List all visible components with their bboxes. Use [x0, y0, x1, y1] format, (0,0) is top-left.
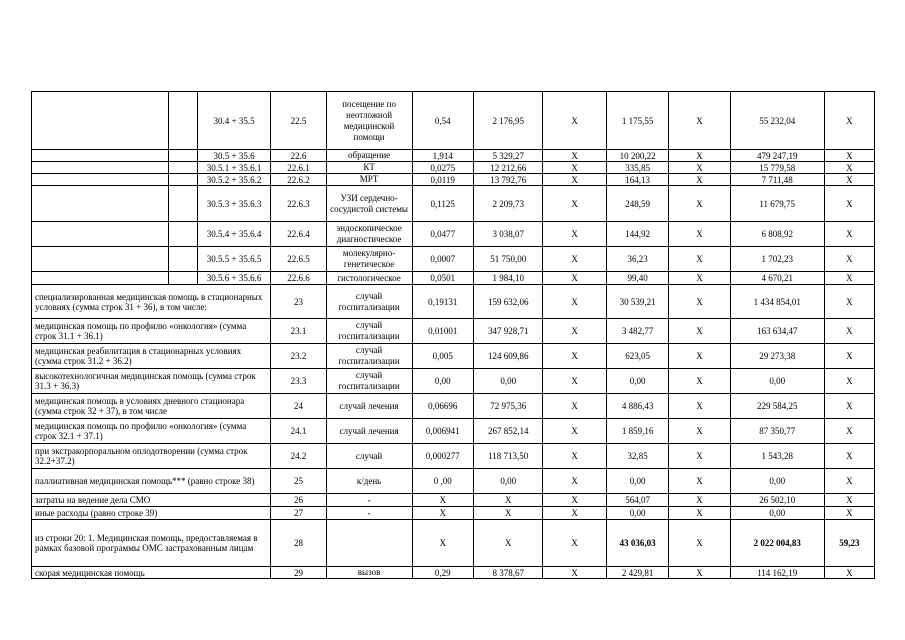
empty-cell — [169, 186, 198, 222]
col11-cell: X — [824, 469, 874, 494]
table-row — [32, 319, 875, 344]
col9-cell: X — [669, 319, 730, 344]
unit-cell: случай госпитализации — [326, 285, 412, 319]
table-row — [32, 369, 875, 394]
col7-cell: X — [543, 469, 606, 494]
col11-cell: X — [824, 344, 874, 369]
norm-cell: 0,0119 — [412, 174, 473, 186]
col9-cell: X — [669, 285, 730, 319]
unit-cell: КТ — [326, 162, 412, 174]
line-number-cell: 23.1 — [271, 319, 326, 344]
table-row — [32, 394, 875, 419]
col9-cell: X — [669, 444, 730, 469]
cost-cell: 13 792,76 — [473, 174, 543, 186]
col9-cell: X — [669, 222, 730, 247]
table-row — [32, 444, 875, 469]
cost-cell: 72 975,36 — [473, 394, 543, 419]
cost-cell: 5 329,27 — [473, 150, 543, 162]
empty-desc-cell — [32, 186, 169, 222]
table-row — [32, 285, 875, 319]
col7-cell: X — [543, 186, 606, 222]
cost-cell: X — [473, 494, 543, 507]
cost-cell: 0,00 — [473, 369, 543, 394]
cost-cell: 0,00 — [473, 469, 543, 494]
empty-desc-cell — [32, 272, 169, 285]
line-number-cell: 23.2 — [271, 344, 326, 369]
cost-cell: 12 212,66 — [473, 162, 543, 174]
cost-cell: 159 632,06 — [473, 285, 543, 319]
col7-cell: X — [543, 222, 606, 247]
col11-cell: X — [824, 272, 874, 285]
description-cell: медицинская помощь в условиях дневного стационара (сумма строк 32 + 37), в том числе — [32, 394, 271, 419]
norm-cell: 0,0007 — [412, 247, 473, 272]
description-cell: иные расходы (равно строке 39) — [32, 507, 271, 520]
empty-cell — [169, 150, 198, 162]
formula-cell: 30.5 + 35.6 — [197, 150, 271, 162]
col10-cell: 6 808,92 — [730, 222, 824, 247]
col8-cell: 43 036,03 — [606, 520, 668, 567]
col9-cell: X — [669, 394, 730, 419]
col11-cell: X — [824, 394, 874, 419]
line-number-cell: 24.2 — [271, 444, 326, 469]
col7-cell: X — [543, 567, 606, 579]
line-number-cell: 22.6.3 — [271, 186, 326, 222]
norm-cell: 1,914 — [412, 150, 473, 162]
norm-cell: 0,29 — [412, 567, 473, 579]
norm-cell: 0,54 — [412, 92, 473, 150]
col11-cell: X — [824, 174, 874, 186]
col9-cell: X — [669, 272, 730, 285]
col11-cell: X — [824, 369, 874, 394]
formula-cell: 30.5.1 + 35.6.1 — [197, 162, 271, 174]
col10-cell: 11 679,75 — [730, 186, 824, 222]
col10-cell: 1 543,28 — [730, 444, 824, 469]
col7-cell: X — [543, 507, 606, 520]
description-cell: из строки 20: 1. Медицинская помощь, предоставляемая в рамках базовой программы ОМС застрахованным лицам — [32, 520, 271, 567]
col10-cell: 0,00 — [730, 469, 824, 494]
col11-cell: X — [824, 494, 874, 507]
col7-cell: X — [543, 319, 606, 344]
col8-cell: 144,92 — [606, 222, 668, 247]
empty-desc-cell — [32, 150, 169, 162]
unit-cell: случай госпитализации — [326, 344, 412, 369]
col8-cell: 3 482,77 — [606, 319, 668, 344]
unit-cell: эндоскопическое диагностическое — [326, 222, 412, 247]
col8-cell: 0,00 — [606, 369, 668, 394]
line-number-cell: 22.6.2 — [271, 174, 326, 186]
col8-cell: 4 886,43 — [606, 394, 668, 419]
col7-cell: X — [543, 520, 606, 567]
cost-cell: 3 038,07 — [473, 222, 543, 247]
col10-cell: 87 350,77 — [730, 419, 824, 444]
empty-cell — [169, 92, 198, 150]
table-row — [32, 247, 875, 272]
col7-cell: X — [543, 247, 606, 272]
unit-cell: случай — [326, 444, 412, 469]
col8-cell: 30 539,21 — [606, 285, 668, 319]
col7-cell: X — [543, 419, 606, 444]
col8-cell: 564,07 — [606, 494, 668, 507]
col10-cell: 1 434 854,01 — [730, 285, 824, 319]
col11-cell: X — [824, 319, 874, 344]
line-number-cell: 22.5 — [271, 92, 326, 150]
cost-cell: 51 750,00 — [473, 247, 543, 272]
col10-cell: 2 022 004,83 — [730, 520, 824, 567]
col10-cell: 0,00 — [730, 369, 824, 394]
col9-cell: X — [669, 92, 730, 150]
col9-cell: X — [669, 186, 730, 222]
unit-cell: - — [326, 494, 412, 507]
col10-cell: 0,00 — [730, 507, 824, 520]
col10-cell: 163 634,47 — [730, 319, 824, 344]
formula-cell: 30.5.2 + 35.6.2 — [197, 174, 271, 186]
table-row — [32, 150, 875, 162]
col11-cell: X — [824, 567, 874, 579]
col11-cell: X — [824, 150, 874, 162]
medical-funding-table — [31, 91, 875, 579]
col8-cell: 0,00 — [606, 469, 668, 494]
col11-cell: X — [824, 419, 874, 444]
col10-cell: 29 273,38 — [730, 344, 824, 369]
col8-cell: 164,13 — [606, 174, 668, 186]
norm-cell: 0,000277 — [412, 444, 473, 469]
description-cell: специализированная медицинская помощь в стационарных условиях (сумма строк 31 + 36), в том числе: — [32, 285, 271, 319]
empty-cell — [169, 272, 198, 285]
formula-cell: 30.5.4 + 35.6.4 — [197, 222, 271, 247]
col9-cell: X — [669, 507, 730, 520]
col7-cell: X — [543, 162, 606, 174]
col9-cell: X — [669, 344, 730, 369]
line-number-cell: 23 — [271, 285, 326, 319]
line-number-cell: 25 — [271, 469, 326, 494]
col8-cell: 1 175,55 — [606, 92, 668, 150]
formula-cell: 30.5.5 + 35.6.5 — [197, 247, 271, 272]
empty-desc-cell — [32, 247, 169, 272]
table-row — [32, 567, 875, 579]
col8-cell: 248,59 — [606, 186, 668, 222]
col8-cell: 99,40 — [606, 272, 668, 285]
line-number-cell: 22.6.6 — [271, 272, 326, 285]
norm-cell: 0 ,00 — [412, 469, 473, 494]
table-row — [32, 494, 875, 507]
norm-cell: 0,01001 — [412, 319, 473, 344]
formula-cell: 30.5.6 + 35.6.6 — [197, 272, 271, 285]
description-cell: при экстракорпоральном оплодотворении (сумма строк 32.2+37.2) — [32, 444, 271, 469]
col7-cell: X — [543, 444, 606, 469]
norm-cell: 0,0477 — [412, 222, 473, 247]
line-number-cell: 22.6.5 — [271, 247, 326, 272]
col8-cell: 2 429,81 — [606, 567, 668, 579]
col11-cell: X — [824, 222, 874, 247]
col10-cell: 4 670,21 — [730, 272, 824, 285]
cost-cell: 2 176,95 — [473, 92, 543, 150]
table-row — [32, 162, 875, 174]
line-number-cell: 22.6.1 — [271, 162, 326, 174]
norm-cell: X — [412, 494, 473, 507]
unit-cell: вызов — [326, 567, 412, 579]
norm-cell: 0,1125 — [412, 186, 473, 222]
unit-cell: МРТ — [326, 174, 412, 186]
table-row — [32, 174, 875, 186]
unit-cell: УЗИ сердечно-сосудистой системы — [326, 186, 412, 222]
unit-cell — [326, 520, 412, 567]
cost-cell: 267 852,14 — [473, 419, 543, 444]
cost-cell: 2 209,73 — [473, 186, 543, 222]
col8-cell: 1 859,16 — [606, 419, 668, 444]
col7-cell: X — [543, 394, 606, 419]
col8-cell: 10 200,22 — [606, 150, 668, 162]
cost-cell: 118 713,50 — [473, 444, 543, 469]
col9-cell: X — [669, 419, 730, 444]
line-number-cell: 29 — [271, 567, 326, 579]
formula-cell: 30.5.3 + 35.6.3 — [197, 186, 271, 222]
col8-cell: 335,85 — [606, 162, 668, 174]
col11-cell: X — [824, 444, 874, 469]
col8-cell: 623,05 — [606, 344, 668, 369]
col11-cell: X — [824, 285, 874, 319]
col11-cell: X — [824, 92, 874, 150]
col9-cell: X — [669, 469, 730, 494]
col9-cell: X — [669, 520, 730, 567]
line-number-cell: 23.3 — [271, 369, 326, 394]
col11-cell: 59,23 — [824, 520, 874, 567]
cost-cell: X — [473, 507, 543, 520]
col9-cell: X — [669, 162, 730, 174]
col7-cell: X — [543, 150, 606, 162]
norm-cell: 0,0501 — [412, 272, 473, 285]
description-cell: скорая медицинская помощь — [32, 567, 271, 579]
col9-cell: X — [669, 174, 730, 186]
unit-cell: случай госпитализации — [326, 369, 412, 394]
col7-cell: X — [543, 92, 606, 150]
description-cell: паллиативная медицинская помощь*** (равно строке 38) — [32, 469, 271, 494]
col8-cell: 36,23 — [606, 247, 668, 272]
col10-cell: 7 711,48 — [730, 174, 824, 186]
description-cell: медицинская помощь по профилю «онкология» (сумма строк 31.1 + 36.1) — [32, 319, 271, 344]
norm-cell: 0,006941 — [412, 419, 473, 444]
col10-cell: 26 502,10 — [730, 494, 824, 507]
cost-cell: 8 378,67 — [473, 567, 543, 579]
col10-cell: 114 162,19 — [730, 567, 824, 579]
unit-cell: случай лечения — [326, 394, 412, 419]
norm-cell: 0,005 — [412, 344, 473, 369]
unit-cell: случай госпитализации — [326, 319, 412, 344]
col7-cell: X — [543, 285, 606, 319]
line-number-cell: 27 — [271, 507, 326, 520]
line-number-cell: 24 — [271, 394, 326, 419]
col11-cell: X — [824, 186, 874, 222]
col10-cell: 15 779,58 — [730, 162, 824, 174]
unit-cell: гистологическое — [326, 272, 412, 285]
line-number-cell: 28 — [271, 520, 326, 567]
col11-cell: X — [824, 162, 874, 174]
col10-cell: 479 247,19 — [730, 150, 824, 162]
col7-cell: X — [543, 494, 606, 507]
cost-cell: X — [473, 520, 543, 567]
table-row — [32, 419, 875, 444]
col10-cell: 1 702,23 — [730, 247, 824, 272]
table-row — [32, 186, 875, 222]
col7-cell: X — [543, 272, 606, 285]
table-row — [32, 469, 875, 494]
formula-cell: 30.4 + 35.5 — [197, 92, 271, 150]
norm-cell: 0,0275 — [412, 162, 473, 174]
description-cell: медицинская помощь по профилю «онкология» (сумма строк 32.1 + 37.1) — [32, 419, 271, 444]
norm-cell: 0,00 — [412, 369, 473, 394]
col11-cell: X — [824, 247, 874, 272]
col9-cell: X — [669, 369, 730, 394]
table-row — [32, 92, 875, 150]
cost-cell: 124 609,86 — [473, 344, 543, 369]
norm-cell: X — [412, 520, 473, 567]
col10-cell: 229 584,25 — [730, 394, 824, 419]
col9-cell: X — [669, 494, 730, 507]
line-number-cell: 24.1 — [271, 419, 326, 444]
description-cell: медицинская реабилитация в стационарных условиях (сумма строк 31.2 + 36.2) — [32, 344, 271, 369]
empty-cell — [169, 174, 198, 186]
empty-desc-cell — [32, 174, 169, 186]
empty-cell — [169, 162, 198, 174]
norm-cell: X — [412, 507, 473, 520]
line-number-cell: 26 — [271, 494, 326, 507]
table-row — [32, 507, 875, 520]
line-number-cell: 22.6.4 — [271, 222, 326, 247]
unit-cell: посещение по неотложной медицинской помощи — [326, 92, 412, 150]
unit-cell: обращение — [326, 150, 412, 162]
table-row — [32, 222, 875, 247]
cost-cell: 1 984,10 — [473, 272, 543, 285]
unit-cell: молекулярно-генетическое — [326, 247, 412, 272]
description-cell: высокотехнологичная медицинская помощь (сумма строк 31.3 + 36.3) — [32, 369, 271, 394]
description-cell: затраты на ведение дела СМО — [32, 494, 271, 507]
col8-cell: 0,00 — [606, 507, 668, 520]
norm-cell: 0,19131 — [412, 285, 473, 319]
col8-cell: 32,85 — [606, 444, 668, 469]
table-row — [32, 272, 875, 285]
cost-cell: 347 928,71 — [473, 319, 543, 344]
empty-desc-cell — [32, 92, 169, 150]
col9-cell: X — [669, 247, 730, 272]
norm-cell: 0,06696 — [412, 394, 473, 419]
unit-cell: к/день — [326, 469, 412, 494]
empty-cell — [169, 222, 198, 247]
empty-desc-cell — [32, 222, 169, 247]
unit-cell: случай лечения — [326, 419, 412, 444]
line-number-cell: 22.6 — [271, 150, 326, 162]
col11-cell: X — [824, 507, 874, 520]
col9-cell: X — [669, 150, 730, 162]
col9-cell: X — [669, 567, 730, 579]
col7-cell: X — [543, 344, 606, 369]
empty-cell — [169, 247, 198, 272]
col7-cell: X — [543, 174, 606, 186]
table-row — [32, 344, 875, 369]
col10-cell: 55 232,04 — [730, 92, 824, 150]
unit-cell: - — [326, 507, 412, 520]
empty-desc-cell — [32, 162, 169, 174]
table-row — [32, 520, 875, 567]
col7-cell: X — [543, 369, 606, 394]
